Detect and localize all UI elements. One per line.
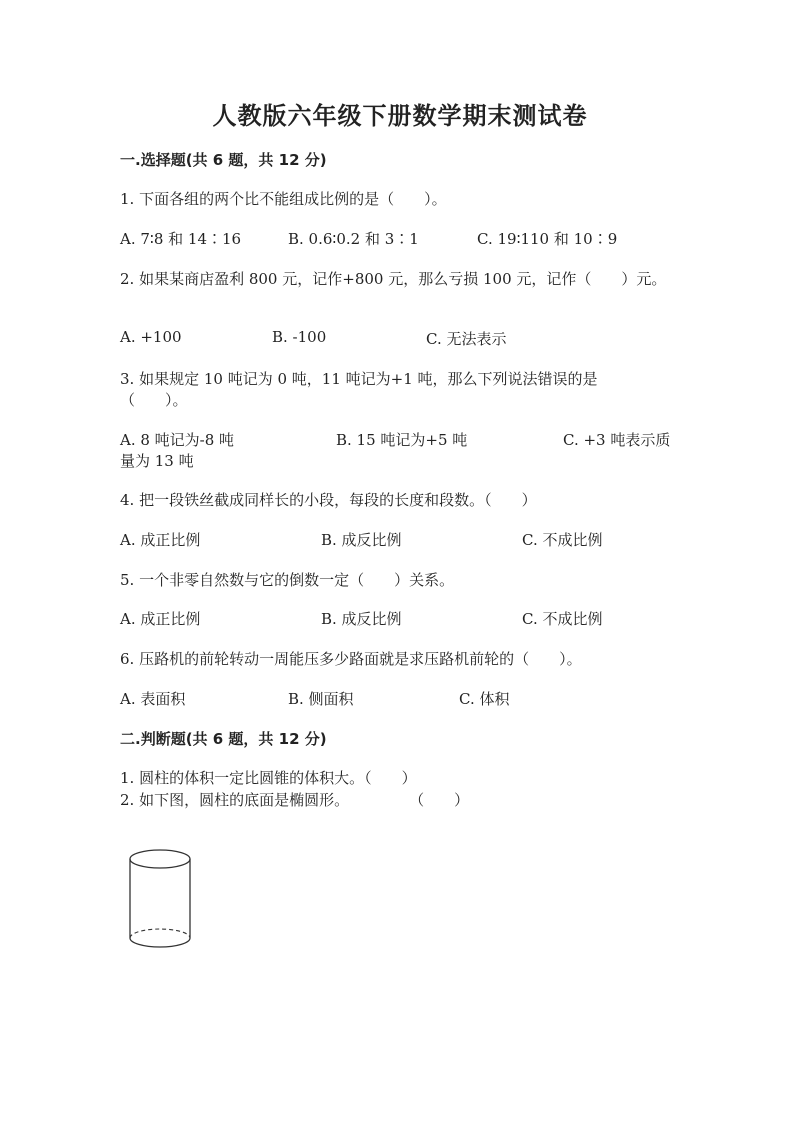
question-3-option-c-wrap: 量为 13 吨 [120, 452, 194, 470]
question-2-option-a: A. +100 [120, 328, 182, 346]
question-2-option-c: C. 无法表示 [426, 330, 507, 348]
question-1-stem: 1. 下面各组的两个比不能组成比例的是（ ）。 [120, 190, 447, 208]
question-6-option-b: B. 侧面积 [288, 690, 354, 708]
question-3-stem-line2: （ ）。 [120, 391, 188, 409]
question-3-option-c: C. +3 吨表示质 [563, 431, 671, 449]
section-heading-judgment: 二.判断题(共 6 题，共 12 分) [120, 730, 327, 748]
question-5-stem: 5. 一个非零自然数与它的倒数一定（ ）关系。 [120, 571, 455, 589]
page-title: 人教版六年级下册数学期末测试卷 [212, 101, 588, 130]
question-5-option-a: A. 成正比例 [120, 610, 201, 628]
question-4-option-a: A. 成正比例 [120, 531, 201, 549]
question-4-option-b: B. 成反比例 [321, 531, 402, 549]
cylinder-figure-icon [126, 846, 196, 956]
question-1-option-c: C. 19∶110 和 10∶9 [477, 230, 618, 248]
judgment-1-stem: 1. 圆柱的体积一定比圆锥的体积大。（ ） [120, 769, 417, 787]
question-2-stem: 2. 如果某商店盈利 800 元，记作+800 元，那么亏损 100 元，记作（ ）元。 [120, 270, 667, 288]
question-5-option-c: C. 不成比例 [522, 610, 603, 628]
question-1-option-b: B. 0.6∶0.2 和 3∶1 [288, 230, 419, 248]
question-2-option-b: B. -100 [272, 328, 327, 346]
question-4-stem: 4. 把一段铁丝截成同样长的小段，每段的长度和段数。（ ） [120, 491, 537, 509]
question-6-option-a: A. 表面积 [120, 690, 186, 708]
question-3-option-b: B. 15 吨记为+5 吨 [336, 431, 468, 449]
section-heading-choice: 一.选择题(共 6 题，共 12 分) [120, 151, 327, 169]
question-6-option-c: C. 体积 [459, 690, 510, 708]
question-6-stem: 6. 压路机的前轮转动一周能压多少路面就是求压路机前轮的（ ）。 [120, 650, 582, 668]
question-3-stem-line1: 3. 如果规定 10 吨记为 0 吨，11 吨记为+1 吨，那么下列说法错误的是 [120, 370, 598, 388]
judgment-2-stem: 2. 如下图，圆柱的底面是椭圆形。 （ ） [120, 791, 470, 809]
question-4-option-c: C. 不成比例 [522, 531, 603, 549]
question-1-option-a: A. 7∶8 和 14∶16 [120, 230, 242, 248]
question-3-option-a: A. 8 吨记为-8 吨 [120, 431, 235, 449]
question-5-option-b: B. 成反比例 [321, 610, 402, 628]
